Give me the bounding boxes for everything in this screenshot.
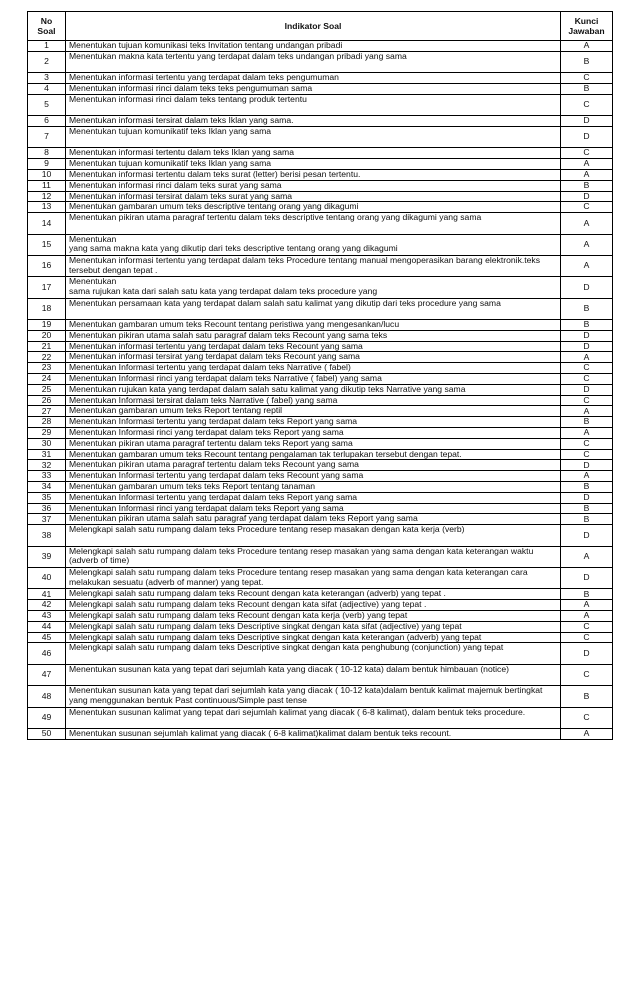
cell-no-soal: 34 bbox=[28, 482, 66, 493]
table-row bbox=[28, 417, 613, 428]
cell-no-soal: 31 bbox=[28, 449, 66, 460]
cell-kunci-jawaban: A bbox=[561, 428, 613, 439]
table-row bbox=[28, 471, 613, 482]
cell-indikator-soal: Menentukan persamaan kata yang terdapat dalam salah satu kalimat yang dikutip dari teks procedure yang sama bbox=[66, 298, 561, 319]
cell-no-soal: 10 bbox=[28, 169, 66, 180]
table-row bbox=[28, 363, 613, 374]
cell-indikator-soal: Menentukan informasi tertentu dalam teks Iklan yang sama bbox=[66, 148, 561, 159]
cell-indikator-soal: Menentukan informasi rinci dalam teks tentang produk tertentu bbox=[66, 94, 561, 115]
cell-no-soal: 12 bbox=[28, 191, 66, 202]
cell-kunci-jawaban: D bbox=[561, 116, 613, 127]
cell-indikator-soal: Menentukan yang sama makna kata yang dikutip dari teks descriptive tentang orang yang dikagumi bbox=[66, 234, 561, 255]
cell-no-soal: 27 bbox=[28, 406, 66, 417]
cell-indikator-soal: Menentukan susunan kalimat yang tepat dari sejumlah kalimat yang diacak ( 6-8 kalimat), dalam bentuk teks procedure. bbox=[66, 707, 561, 728]
cell-no-soal: 21 bbox=[28, 341, 66, 352]
cell-indikator-soal: Menentukan informasi tersirat dalam teks Iklan yang sama. bbox=[66, 116, 561, 127]
cell-kunci-jawaban: B bbox=[561, 83, 613, 94]
cell-indikator-soal: Menentukan susunan kata yang tepat dari sejumlah kata yang diacak ( 10-12 kata)dalam bentuk kalimat majemuk bertingkat yang menggunakan bentuk Past continuous/Simple past tense bbox=[66, 686, 561, 707]
table-row bbox=[28, 525, 613, 546]
cell-indikator-soal: Menentukan Informasi tertentu yang terdapat dalam teks Report yang sama bbox=[66, 417, 561, 428]
table-row bbox=[28, 664, 613, 685]
cell-no-soal: 47 bbox=[28, 664, 66, 685]
table-row bbox=[28, 213, 613, 234]
answer-key-table bbox=[27, 11, 613, 740]
cell-no-soal: 2 bbox=[28, 51, 66, 72]
cell-no-soal: 4 bbox=[28, 83, 66, 94]
cell-indikator-soal: Melengkapi salah satu rumpang dalam teks Procedure tentang resep masakan yang sama dengan kata keterangan waktu (adverb of time) bbox=[66, 546, 561, 567]
table-row bbox=[28, 449, 613, 460]
cell-no-soal: 37 bbox=[28, 514, 66, 525]
cell-kunci-jawaban: B bbox=[561, 417, 613, 428]
cell-indikator-soal: Menentukan gambaran umum teks Recount tentang pengalaman tak terlupakan tersebut dengan tepat. bbox=[66, 449, 561, 460]
cell-no-soal: 11 bbox=[28, 180, 66, 191]
cell-kunci-jawaban: B bbox=[561, 180, 613, 191]
cell-kunci-jawaban: A bbox=[561, 159, 613, 170]
table-row bbox=[28, 686, 613, 707]
cell-no-soal: 49 bbox=[28, 707, 66, 728]
cell-kunci-jawaban: D bbox=[561, 492, 613, 503]
cell-kunci-jawaban: B bbox=[561, 320, 613, 331]
cell-kunci-jawaban: A bbox=[561, 213, 613, 234]
table-row bbox=[28, 428, 613, 439]
cell-indikator-soal: Menentukan Informasi rinci yang terdapat dalam teks Report yang sama bbox=[66, 503, 561, 514]
cell-kunci-jawaban: B bbox=[561, 503, 613, 514]
cell-kunci-jawaban: D bbox=[561, 525, 613, 546]
cell-indikator-soal: Melengkapi salah satu rumpang dalam teks Recount dengan kata keterangan (adverb) yang tepat . bbox=[66, 589, 561, 600]
cell-kunci-jawaban: C bbox=[561, 73, 613, 84]
cell-kunci-jawaban: A bbox=[561, 546, 613, 567]
cell-kunci-jawaban: C bbox=[561, 374, 613, 385]
cell-no-soal: 45 bbox=[28, 632, 66, 643]
cell-kunci-jawaban: D bbox=[561, 191, 613, 202]
table-row bbox=[28, 546, 613, 567]
cell-indikator-soal: Menentukan Informasi tertentu yang terdapat dalam teks Report yang sama bbox=[66, 492, 561, 503]
table-row bbox=[28, 568, 613, 589]
cell-kunci-jawaban: B bbox=[561, 482, 613, 493]
cell-kunci-jawaban: A bbox=[561, 728, 613, 739]
table-row bbox=[28, 94, 613, 115]
cell-no-soal: 40 bbox=[28, 568, 66, 589]
cell-no-soal: 17 bbox=[28, 277, 66, 298]
table-row bbox=[28, 589, 613, 600]
table-row bbox=[28, 374, 613, 385]
cell-no-soal: 14 bbox=[28, 213, 66, 234]
table-row bbox=[28, 330, 613, 341]
cell-kunci-jawaban: B bbox=[561, 514, 613, 525]
cell-no-soal: 36 bbox=[28, 503, 66, 514]
cell-indikator-soal: Menentukan makna kata tertentu yang terdapat dalam teks undangan pribadi yang sama bbox=[66, 51, 561, 72]
cell-kunci-jawaban: C bbox=[561, 664, 613, 685]
table-header-row bbox=[28, 12, 613, 41]
table-row bbox=[28, 728, 613, 739]
header-indikator-soal: Indikator Soal bbox=[66, 12, 561, 41]
cell-kunci-jawaban: C bbox=[561, 632, 613, 643]
cell-no-soal: 20 bbox=[28, 330, 66, 341]
cell-no-soal: 33 bbox=[28, 471, 66, 482]
table-row bbox=[28, 341, 613, 352]
cell-kunci-jawaban: C bbox=[561, 621, 613, 632]
cell-indikator-soal: Menentukan informasi rinci dalam teks teks pengumuman sama bbox=[66, 83, 561, 94]
table-row bbox=[28, 352, 613, 363]
cell-no-soal: 29 bbox=[28, 428, 66, 439]
cell-no-soal: 43 bbox=[28, 611, 66, 622]
table-row bbox=[28, 298, 613, 319]
cell-kunci-jawaban: A bbox=[561, 600, 613, 611]
cell-indikator-soal: Menentukan susunan kata yang tepat dari sejumlah kata yang diacak ( 10-12 kata) dalam bentuk himbauan (notice) bbox=[66, 664, 561, 685]
table-row bbox=[28, 643, 613, 664]
cell-kunci-jawaban: A bbox=[561, 352, 613, 363]
cell-indikator-soal: Menentukan pikiran utama salah satu paragraf yang terdapat dalam teks Report yang sama bbox=[66, 514, 561, 525]
cell-indikator-soal: Melengkapi salah satu rumpang dalam teks Descriptive singkat dengan kata keterangan (adverb) yang tepat bbox=[66, 632, 561, 643]
cell-indikator-soal: Menentukan tujuan komunikatif teks Iklan yang sama bbox=[66, 126, 561, 147]
cell-kunci-jawaban: C bbox=[561, 202, 613, 213]
cell-no-soal: 1 bbox=[28, 41, 66, 52]
header-no-soal: No Soal bbox=[28, 12, 66, 41]
cell-indikator-soal: Menentukan pikiran utama paragraf tertentu dalam teks descriptive tentang orang yang dikagumi yang sama bbox=[66, 213, 561, 234]
cell-no-soal: 13 bbox=[28, 202, 66, 213]
cell-kunci-jawaban: C bbox=[561, 94, 613, 115]
cell-no-soal: 28 bbox=[28, 417, 66, 428]
cell-no-soal: 42 bbox=[28, 600, 66, 611]
cell-indikator-soal: Menentukan informasi tertentu yang terdapat dalam teks Procedure tentang manual mengoperasikan barang elektronik.teks tersebut dengan tepat . bbox=[66, 255, 561, 276]
table-row bbox=[28, 632, 613, 643]
cell-kunci-jawaban: D bbox=[561, 341, 613, 352]
cell-indikator-soal: Menentukan Informasi tertentu yang terdapat dalam teks Narrative ( fabel) bbox=[66, 363, 561, 374]
cell-no-soal: 44 bbox=[28, 621, 66, 632]
cell-no-soal: 19 bbox=[28, 320, 66, 331]
table-row bbox=[28, 611, 613, 622]
cell-indikator-soal: Melengkapi salah satu rumpang dalam teks Recount dengan kata kerja (verb) yang tepat bbox=[66, 611, 561, 622]
cell-no-soal: 6 bbox=[28, 116, 66, 127]
table-row bbox=[28, 514, 613, 525]
cell-no-soal: 7 bbox=[28, 126, 66, 147]
cell-no-soal: 38 bbox=[28, 525, 66, 546]
cell-indikator-soal: Melengkapi salah satu rumpang dalam teks Procedure tentang resep masakan yang sama dengan kata keterangan cara melakukan sesuatu (adverb of manner) yang tepat. bbox=[66, 568, 561, 589]
cell-kunci-jawaban: D bbox=[561, 277, 613, 298]
table-row bbox=[28, 600, 613, 611]
table-row bbox=[28, 191, 613, 202]
cell-kunci-jawaban: D bbox=[561, 384, 613, 395]
cell-indikator-soal: Melengkapi salah satu rumpang dalam teks Procedure tentang resep masakan dengan kata kerja (verb) bbox=[66, 525, 561, 546]
cell-kunci-jawaban: D bbox=[561, 460, 613, 471]
table-row bbox=[28, 384, 613, 395]
cell-no-soal: 26 bbox=[28, 395, 66, 406]
cell-no-soal: 16 bbox=[28, 255, 66, 276]
table-row bbox=[28, 148, 613, 159]
cell-no-soal: 25 bbox=[28, 384, 66, 395]
cell-no-soal: 5 bbox=[28, 94, 66, 115]
table-row bbox=[28, 460, 613, 471]
cell-indikator-soal: Menentukan tujuan komunikatif teks Iklan yang sama bbox=[66, 159, 561, 170]
cell-no-soal: 35 bbox=[28, 492, 66, 503]
cell-indikator-soal: Menentukan pikiran utama paragraf tertentu dalam teks Report yang sama bbox=[66, 438, 561, 449]
cell-kunci-jawaban: D bbox=[561, 126, 613, 147]
table-row bbox=[28, 126, 613, 147]
table-row bbox=[28, 73, 613, 84]
cell-kunci-jawaban: A bbox=[561, 611, 613, 622]
cell-kunci-jawaban: A bbox=[561, 41, 613, 52]
table-row bbox=[28, 320, 613, 331]
cell-no-soal: 9 bbox=[28, 159, 66, 170]
cell-no-soal: 24 bbox=[28, 374, 66, 385]
cell-kunci-jawaban: D bbox=[561, 330, 613, 341]
cell-indikator-soal: Menentukan susunan sejumlah kalimat yang diacak ( 6-8 kalimat)kalimat dalam bentuk teks recount. bbox=[66, 728, 561, 739]
cell-no-soal: 18 bbox=[28, 298, 66, 319]
header-kunci-jawaban: Kunci Jawaban bbox=[561, 12, 613, 41]
cell-kunci-jawaban: C bbox=[561, 395, 613, 406]
table-row bbox=[28, 180, 613, 191]
cell-indikator-soal: Menentukan gambaran umum teks teks Report tentang tanaman bbox=[66, 482, 561, 493]
table-row bbox=[28, 482, 613, 493]
cell-indikator-soal: Menentukan informasi rinci dalam teks surat yang sama bbox=[66, 180, 561, 191]
table-row bbox=[28, 277, 613, 298]
cell-kunci-jawaban: C bbox=[561, 707, 613, 728]
cell-kunci-jawaban: A bbox=[561, 471, 613, 482]
cell-kunci-jawaban: A bbox=[561, 255, 613, 276]
table-row bbox=[28, 51, 613, 72]
cell-indikator-soal: Menentukan informasi tersirat dalam teks surat yang sama bbox=[66, 191, 561, 202]
cell-no-soal: 32 bbox=[28, 460, 66, 471]
cell-no-soal: 8 bbox=[28, 148, 66, 159]
table-row bbox=[28, 83, 613, 94]
cell-no-soal: 39 bbox=[28, 546, 66, 567]
cell-no-soal: 3 bbox=[28, 73, 66, 84]
cell-indikator-soal: Melengkapi salah satu rumpang dalam teks Descriptive singkat dengan kata sifat (adjective) yang tepat bbox=[66, 621, 561, 632]
table-row bbox=[28, 395, 613, 406]
cell-indikator-soal: Menentukan pikiran utama paragraf tertentu dalam teks Recount yang sama bbox=[66, 460, 561, 471]
cell-indikator-soal: Menentukan Informasi rinci yang terdapat dalam teks Narrative ( fabel) yang sama bbox=[66, 374, 561, 385]
cell-no-soal: 46 bbox=[28, 643, 66, 664]
cell-no-soal: 23 bbox=[28, 363, 66, 374]
table-row bbox=[28, 159, 613, 170]
cell-kunci-jawaban: D bbox=[561, 568, 613, 589]
cell-indikator-soal: Melengkapi salah satu rumpang dalam teks Recount dengan kata sifat (adjective) yang tepat . bbox=[66, 600, 561, 611]
cell-indikator-soal: Menentukan sama rujukan kata dari salah satu kata yang terdapat dalam teks procedure yang bbox=[66, 277, 561, 298]
cell-indikator-soal: Menentukan tujuan komunikasi teks Invitation tentang undangan pribadi bbox=[66, 41, 561, 52]
cell-kunci-jawaban: B bbox=[561, 298, 613, 319]
cell-indikator-soal: Melengkapi salah satu rumpang dalam teks Descriptive singkat dengan kata penghubung (conjunction) yang tepat bbox=[66, 643, 561, 664]
cell-kunci-jawaban: C bbox=[561, 363, 613, 374]
table-row bbox=[28, 255, 613, 276]
cell-kunci-jawaban: C bbox=[561, 449, 613, 460]
cell-no-soal: 48 bbox=[28, 686, 66, 707]
table-row bbox=[28, 492, 613, 503]
cell-indikator-soal: Menentukan gambaran umum teks descriptive tentang orang yang dikagumi bbox=[66, 202, 561, 213]
cell-kunci-jawaban: D bbox=[561, 643, 613, 664]
cell-indikator-soal: Menentukan informasi tertentu dalam teks surat (letter) berisi pesan tertentu. bbox=[66, 169, 561, 180]
cell-indikator-soal: Menentukan informasi tertentu yang terdapat dalam teks Recount yang sama bbox=[66, 341, 561, 352]
cell-kunci-jawaban: A bbox=[561, 169, 613, 180]
cell-no-soal: 30 bbox=[28, 438, 66, 449]
table-row bbox=[28, 406, 613, 417]
cell-indikator-soal: Menentukan Informasi tertentu yang terdapat dalam teks Recount yang sama bbox=[66, 471, 561, 482]
answer-key-sheet bbox=[27, 11, 613, 740]
cell-indikator-soal: Menentukan informasi tertentu yang terdapat dalam teks pengumuman bbox=[66, 73, 561, 84]
cell-no-soal: 41 bbox=[28, 589, 66, 600]
table-row bbox=[28, 707, 613, 728]
table-row bbox=[28, 116, 613, 127]
table-row bbox=[28, 169, 613, 180]
cell-kunci-jawaban: A bbox=[561, 406, 613, 417]
cell-indikator-soal: Menentukan gambaran umum teks Recount tentang peristiwa yang mengesankan/lucu bbox=[66, 320, 561, 331]
cell-kunci-jawaban: A bbox=[561, 234, 613, 255]
table-row bbox=[28, 202, 613, 213]
cell-indikator-soal: Menentukan pikiran utama salah satu paragraf dalam teks Recount yang sama teks bbox=[66, 330, 561, 341]
table-row bbox=[28, 438, 613, 449]
cell-kunci-jawaban: B bbox=[561, 686, 613, 707]
cell-indikator-soal: Menentukan gambaran umum teks Report tentang reptil bbox=[66, 406, 561, 417]
cell-indikator-soal: Menentukan rujukan kata yang terdapat dalam salah satu kalimat yang dikutip teks Narrative yang sama bbox=[66, 384, 561, 395]
table-row bbox=[28, 503, 613, 514]
table-row bbox=[28, 41, 613, 52]
cell-kunci-jawaban: B bbox=[561, 589, 613, 600]
cell-indikator-soal: Menentukan Informasi rinci yang terdapat dalam teks Report yang sama bbox=[66, 428, 561, 439]
cell-kunci-jawaban: B bbox=[561, 51, 613, 72]
cell-indikator-soal: Menentukan informasi tersirat yang terdapat dalam teks Recount yang sama bbox=[66, 352, 561, 363]
cell-indikator-soal: Menentukan Informasi tersirat dalam teks Narrative ( fabel) yang sama bbox=[66, 395, 561, 406]
table-row bbox=[28, 234, 613, 255]
cell-kunci-jawaban: C bbox=[561, 438, 613, 449]
table-row bbox=[28, 621, 613, 632]
cell-kunci-jawaban: C bbox=[561, 148, 613, 159]
cell-no-soal: 15 bbox=[28, 234, 66, 255]
cell-no-soal: 22 bbox=[28, 352, 66, 363]
cell-no-soal: 50 bbox=[28, 728, 66, 739]
